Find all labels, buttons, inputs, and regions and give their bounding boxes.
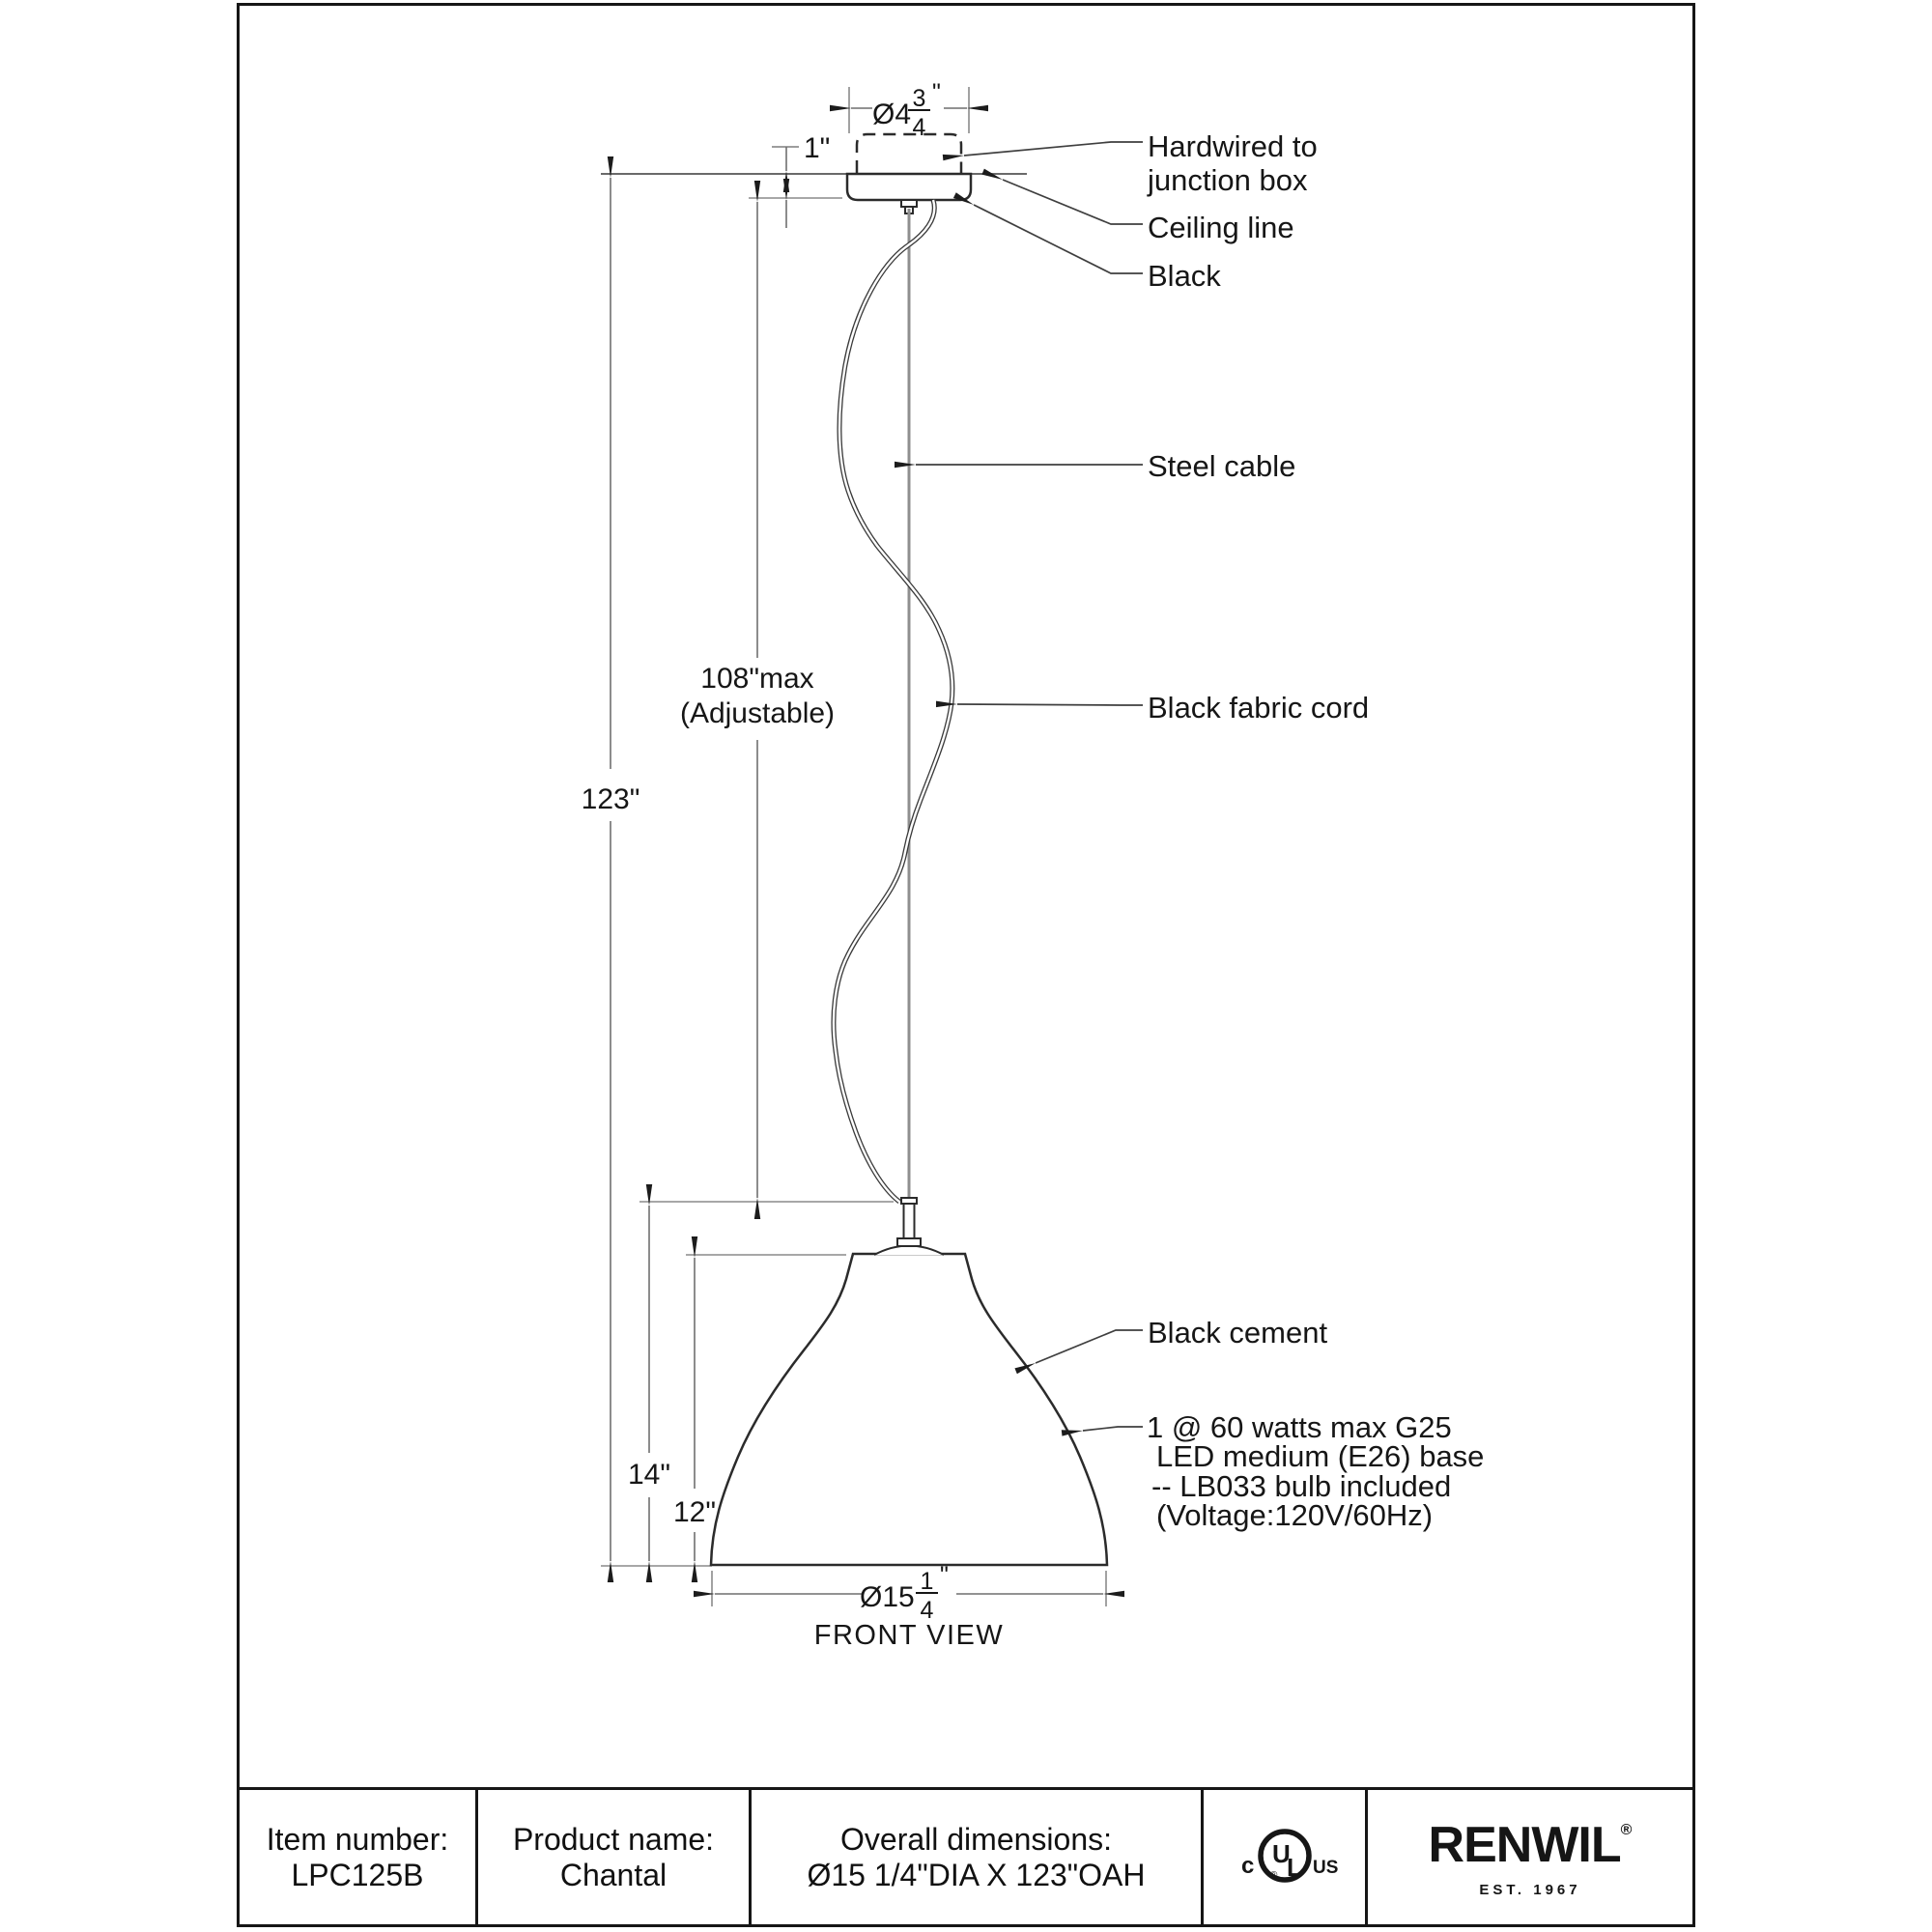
dim-cord-max-label: 108"max bbox=[700, 663, 814, 695]
fixture bbox=[711, 134, 1107, 1565]
overall-dimensions-label: Overall dimensions: bbox=[840, 1821, 1112, 1857]
ul-letter-l: L bbox=[1286, 1852, 1302, 1882]
title-block bbox=[237, 1787, 1695, 1927]
strain-relief-collar bbox=[897, 1238, 921, 1246]
strain-relief-body bbox=[904, 1204, 915, 1239]
canopy-gland bbox=[901, 200, 917, 207]
item-number-label: Item number: bbox=[266, 1821, 449, 1857]
dim-canopy-height-label: 1" bbox=[804, 132, 831, 164]
ul-us: US bbox=[1312, 1857, 1338, 1878]
shade bbox=[711, 1254, 1107, 1565]
product-name-label: Product name: bbox=[512, 1821, 715, 1857]
annotation-black: Black bbox=[1148, 259, 1221, 293]
shade-dia-denominator: 4 bbox=[920, 1597, 934, 1624]
canopy-dia-numerator: 3 bbox=[912, 85, 926, 112]
dim-shade-outer-height-label: 14" bbox=[627, 1459, 671, 1491]
product-name-value: Chantal bbox=[559, 1857, 668, 1892]
leader-hardwired bbox=[964, 142, 1143, 156]
annotation-hardwired-line2: junction box bbox=[1148, 163, 1308, 197]
annotation-bulb-line1: 1 @ 60 watts max G25 bbox=[1147, 1410, 1452, 1444]
leader-bulb bbox=[1083, 1427, 1143, 1431]
dim-shade-diameter-label bbox=[860, 1562, 949, 1624]
ul-canada-c: c bbox=[1240, 1852, 1254, 1879]
title-cell-overall-dimensions bbox=[752, 1790, 1204, 1924]
annotation-fabric-cord: Black fabric cord bbox=[1148, 691, 1370, 724]
annotation-bulb-line4: (Voltage:120V/60Hz) bbox=[1156, 1498, 1434, 1532]
leader-ceiling-line bbox=[1003, 180, 1143, 224]
canopy-dia-denominator: 4 bbox=[912, 114, 926, 141]
shade-dia-inch-mark: " bbox=[940, 1562, 949, 1589]
dim-overall-height-label: 123" bbox=[581, 783, 640, 815]
cul-us-certification-logo bbox=[1229, 1822, 1341, 1893]
leader-black-cement bbox=[1036, 1330, 1143, 1363]
front-view-label: FRONT VIEW bbox=[813, 1620, 1005, 1651]
dim-cord-adjustable-label: (Adjustable) bbox=[679, 697, 836, 729]
fabric-cord bbox=[834, 200, 952, 1202]
brand-name: RENWIL bbox=[1428, 1817, 1621, 1873]
shade-dia-prefix: Ø15 bbox=[860, 1581, 915, 1613]
dim-canopy-diameter-label bbox=[872, 79, 941, 141]
annotation-black-cement: Black cement bbox=[1148, 1316, 1328, 1350]
shade-dia-numerator: 1 bbox=[920, 1568, 934, 1595]
canopy-dia-prefix: Ø4 bbox=[872, 99, 912, 130]
annotation-bulb-line3: -- LB033 bulb included bbox=[1151, 1469, 1452, 1503]
brand-established: EST. 1967 bbox=[1479, 1882, 1581, 1898]
overall-dimensions-value: Ø15 1/4"DIA X 123"OAH bbox=[807, 1857, 1146, 1892]
annotation-bulb-line2: LED medium (E26) base bbox=[1156, 1439, 1485, 1473]
ul-letter-u: U bbox=[1271, 1838, 1291, 1868]
title-cell-brand bbox=[1368, 1790, 1692, 1924]
brand-registered-mark: ® bbox=[1620, 1822, 1633, 1838]
ul-registered-mark: ® bbox=[1269, 1869, 1277, 1881]
title-cell-certification bbox=[1204, 1790, 1368, 1924]
canopy bbox=[847, 174, 971, 200]
annotation-steel-cable: Steel cable bbox=[1148, 449, 1296, 483]
annotation-hardwired-line1: Hardwired to bbox=[1148, 129, 1318, 163]
item-number-value: LPC125B bbox=[291, 1857, 424, 1892]
junction-box-dashed-outline bbox=[857, 134, 961, 173]
canopy-dia-inch-mark: " bbox=[932, 79, 941, 106]
leader-fabric-cord bbox=[957, 704, 1143, 705]
annotations bbox=[1147, 129, 1484, 1532]
annotation-ceiling-line: Ceiling line bbox=[1148, 211, 1294, 244]
title-cell-item-number bbox=[240, 1790, 478, 1924]
brand-logo bbox=[1428, 1806, 1633, 1873]
title-cell-product-name bbox=[478, 1790, 752, 1924]
dim-shade-height-label: 12" bbox=[672, 1496, 717, 1528]
leader-black bbox=[974, 205, 1143, 273]
leader-lines bbox=[916, 142, 1143, 1431]
fabric-cord-highlight bbox=[834, 200, 952, 1202]
